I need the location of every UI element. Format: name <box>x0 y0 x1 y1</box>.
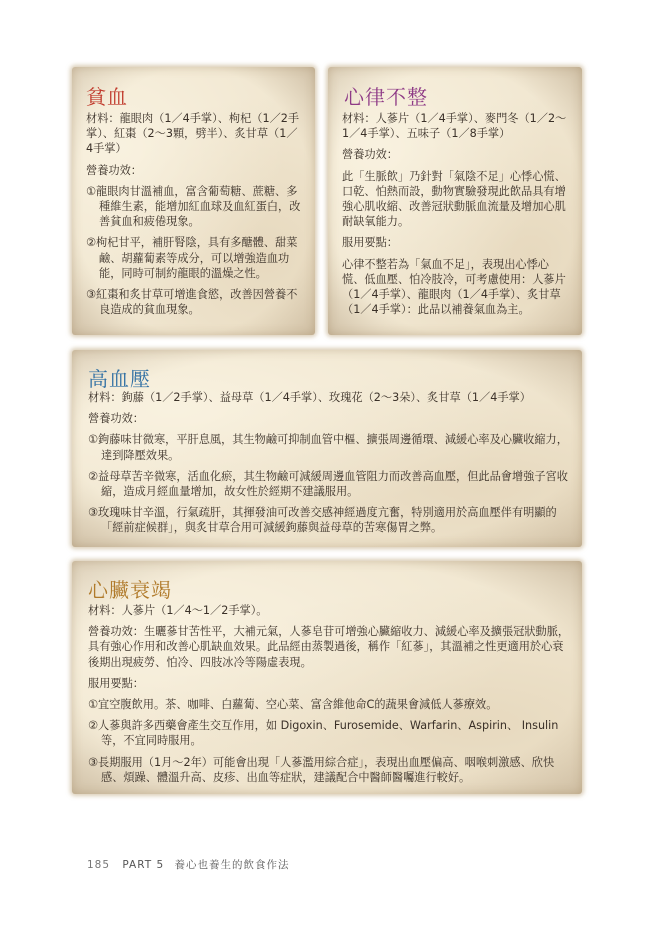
page-number: 185 <box>87 859 111 871</box>
hypertension-materials: 材料：鉤藤（1／2手掌）、益母草（1／4手掌）、玫瑰花（2～3朵）、炙甘草（1／4手掌） <box>88 391 531 404</box>
heart-failure-body <box>88 603 570 785</box>
anemia-item-1: ①龍眼肉甘溫補血，富含葡萄糖、蔗糖、多種維生素，能增加紅血球及血紅蛋白，改善貧血和疲倦現象。 <box>86 184 301 229</box>
hypertension-body <box>88 390 570 536</box>
footer-part: PART 5 <box>122 859 165 871</box>
anemia-materials: 材料：龍眼肉（1／4手掌）、枸杞（1／2手掌）、紅棗（2～3顆，劈半）、炙甘草（1／4手掌） <box>86 112 300 156</box>
hypertension-item-3: ③玫瑰味甘辛溫，行氣疏肝，其揮發油可改善交感神經過度亢奮，特別適用於高血壓伴有明顯的「經前症候群」，與炙甘草合用可減緩鉤藤與益母草的苦寒傷胃之弊。 <box>88 506 557 535</box>
hypertension-item-2: ②益母草苦辛微寒，活血化瘀，其生物鹼可減緩周邊血管阻力而改善高血壓，但此品會增強子宮收縮，造成月經血量增加，故女性於經期不建議服用。 <box>88 469 568 499</box>
anemia-item-2: ②枸杞甘平，補肝腎陰，具有多醣體、甜菜鹼、胡蘿蔔素等成分，可以增強造血功能，同時可制約龍眼的溫燥之性。 <box>86 236 298 280</box>
anemia-card <box>72 67 315 335</box>
heart-failure-card <box>72 561 582 794</box>
anemia-item-3: ③紅棗和炙甘草可增進食慾，改善因營養不良造成的貧血現象。 <box>86 288 298 317</box>
anemia-effect-label: 營養功效： <box>86 163 142 177</box>
heart-failure-usage-label: 服用要點： <box>88 676 144 690</box>
arrhythmia-body <box>342 111 570 317</box>
heart-failure-materials: 材料：人蔘片（1／4～1／2手掌）。 <box>88 604 268 617</box>
hypertension-effect-label: 營養功效： <box>88 412 144 426</box>
heart-failure-effect-text: 營養功效：生曬蔘甘苦性平，大補元氣，人蔘皂苷可增強心臟縮收力、減緩心率及擴張冠狀動脈，具有強心作用和改善心肌缺血效果。此品經由蒸製過後，稱作「紅蔘」，其溫補之性更適用於心衰後期出現疲勞、怕冷、四肢冰冷等陽虛表現。 <box>88 625 570 669</box>
hypertension-item-1: ①鉤藤味甘微寒，平肝息風，其生物鹼可抑制血管中樞、擴張周邊循環、減緩心率及心臟收縮力，達到降壓效果。 <box>88 433 568 462</box>
arrhythmia-materials: 材料：人蔘片（1／4手掌）、麥門冬（1／2～1／4手掌）、五味子（1／8手掌） <box>342 112 567 141</box>
arrhythmia-effect-label: 營養功效： <box>342 148 398 162</box>
hypertension-card <box>72 350 582 547</box>
arrhythmia-card <box>328 67 582 335</box>
heart-failure-title: 心臟衰竭 <box>88 578 172 602</box>
anemia-title: 貧血 <box>86 85 128 109</box>
arrhythmia-title: 心律不整 <box>344 85 428 109</box>
heart-failure-item-2: ②人蔘與許多西藥會產生交互作用，如 Digoxin、Furosemide、Warfarin、Aspirin、 Insulin 等，不宜同時服用。 <box>88 719 559 748</box>
heart-failure-item-3: ③長期服用（1月～2年）可能會出現「人蔘濫用綜合症」，表現出血壓偏高、咽喉刺激感、欣快感、煩躁、體溫升高、皮疹、出血等症狀，建議配合中醫師醫囑進行較好。 <box>88 755 555 784</box>
hypertension-title: 高血壓 <box>88 367 151 391</box>
arrhythmia-effect-text: 此「生脈飲」乃針對「氣陰不足」心悸心慌、口乾、怕熱而設，動物實驗發現此飲品具有增強心肌收縮、改善冠狀動脈血流量及增加心肌耐缺氧能力。 <box>342 169 566 229</box>
arrhythmia-usage-text: 心律不整若為「氣血不足」，表現出心悸心慌、低血壓、怕冷肢冷，可考慮使用：人蔘片（1／4手掌）、龍眼肉（1／4手掌）、炙甘草（1／4手掌）：此品以補養氣血為主。 <box>342 257 566 317</box>
page-footer <box>87 857 290 872</box>
footer-chapter: 養心也養生的飲食作法 <box>174 859 290 871</box>
heart-failure-item-1: ①宜空腹飲用。茶、咖啡、白蘿蔔、空心菜、富含維他命C的蔬果會減低人蔘療效。 <box>88 698 498 712</box>
anemia-body <box>86 111 304 317</box>
arrhythmia-usage-label: 服用要點： <box>342 236 398 250</box>
